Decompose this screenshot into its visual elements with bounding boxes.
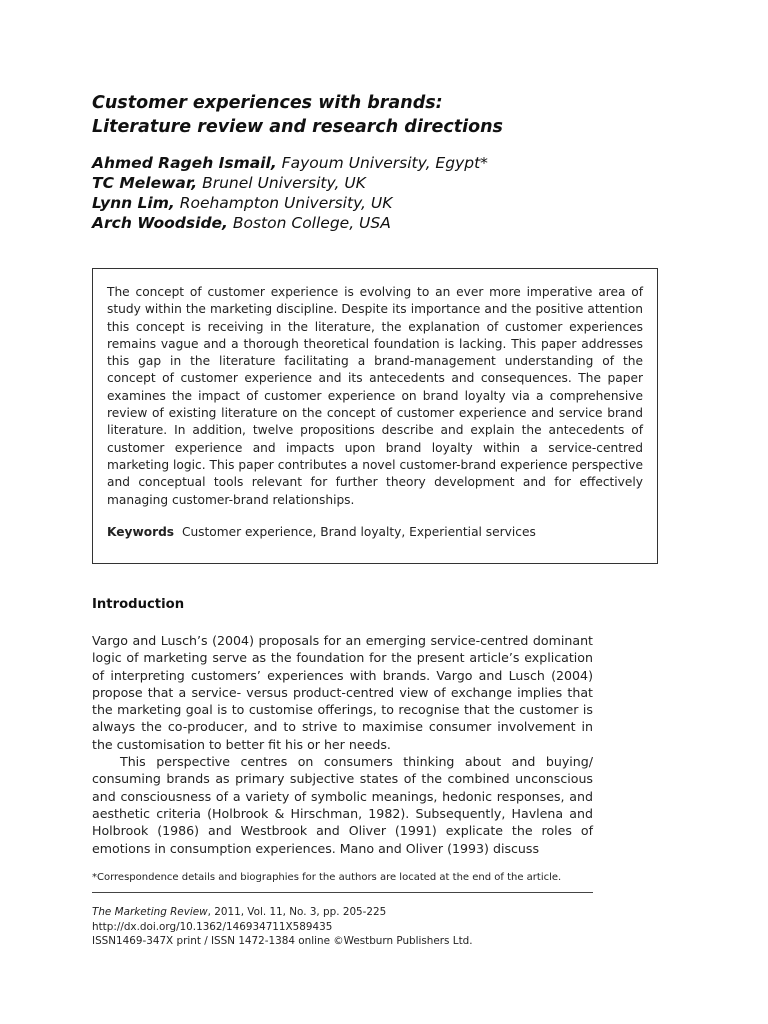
title-line-2: Literature review and research directions — [92, 117, 503, 137]
author-list — [92, 153, 652, 233]
author-name: TC Melewar, — [92, 174, 198, 192]
body-paragraph: This perspective centres on consumers thinking about and buying/ consuming brands as primary subjective states of the combined unconscious and consciousness of a variety of symbolic meanings, hedonic responses, and aesthetic criteria (Holbrook & Hirschman, 1982). Subsequently, Havlena and Holbrook (1986) and Westbrook and Oliver (1991) explicate the roles of emotions in consumption experiences. Mano and Oliver (1993) discuss — [92, 754, 593, 856]
paper-title — [92, 91, 652, 139]
keywords-label: Keywords — [107, 524, 175, 539]
journal-info — [92, 905, 593, 949]
body-paragraph: Vargo and Lusch’s (2004) proposals for an emerging service-centred dominant logic of marketing serve as the foundation for the present article’s explication of interpreting customers’ experiences with brands. Vargo and Lusch (2004) propose that a service- versus product-centred view of exchange implies that the marketing goal is to customise offerings, to recognise that the customer is always the co-producer, and to strive to maximise consumer involvement in the customisation to better fit his or her needs. — [92, 633, 593, 752]
author-affiliation: Fayoum University, Egypt* — [276, 154, 488, 172]
journal-citation-line — [92, 905, 593, 920]
abstract-text: The concept of customer experience is evolving to an ever more imperative area of study within the marketing discipline. Despite its importance and the positive attention this concept is receiving in the literature, the explanation of customer experiences remains vague and a thorough theoretical foundation is lacking. This paper addresses this gap in the literature facilitating a brand-management understanding of the concept of customer experience and its antecedents and consequences. The paper examines the impact of customer experience on brand loyalty via a comprehensive review of existing literature on the concept of customer experience and service brand literature. In addition, twelve propositions describe and explain the antecedents of customer experience and impacts upon brand loyalty within a service-centred marketing logic. This paper contributes a novel customer-brand experience perspective and conceptual tools relevant for further theory development and for effectively managing customer-brand relationships. — [107, 285, 643, 507]
author-entry — [92, 173, 652, 193]
footnote: *Correspondence details and biographies for the authors are located at the end of the article. — [92, 872, 562, 883]
journal-issn: ISSN1469-347X print / ISSN 1472-1384 online ©Westburn Publishers Ltd. — [92, 935, 473, 947]
footer-divider — [92, 892, 593, 893]
section-heading: Introduction — [92, 597, 185, 612]
author-entry — [92, 213, 652, 233]
abstract-box — [92, 268, 658, 564]
journal-doi[interactable]: http://dx.doi.org/10.1362/146934711X589435 — [92, 920, 333, 933]
author-entry — [92, 193, 652, 213]
keywords-line — [107, 524, 643, 541]
author-name: Arch Woodside, — [92, 214, 228, 232]
author-affiliation: Boston College, USA — [227, 214, 391, 232]
author-entry — [92, 153, 652, 173]
author-affiliation: Brunel University, UK — [197, 174, 366, 192]
author-name: Lynn Lim, — [92, 194, 175, 212]
author-name: Ahmed Rageh Ismail, — [92, 154, 277, 172]
title-line-1: Customer experiences with brands: — [92, 93, 443, 113]
author-affiliation: Roehampton University, UK — [174, 194, 393, 212]
keywords-value: Customer experience, Brand loyalty, Experiential services — [181, 524, 536, 539]
journal-name: The Marketing Review — [92, 906, 208, 918]
body-text — [92, 632, 593, 857]
journal-citation: , 2011, Vol. 11, No. 3, pp. 205-225 — [207, 906, 387, 918]
